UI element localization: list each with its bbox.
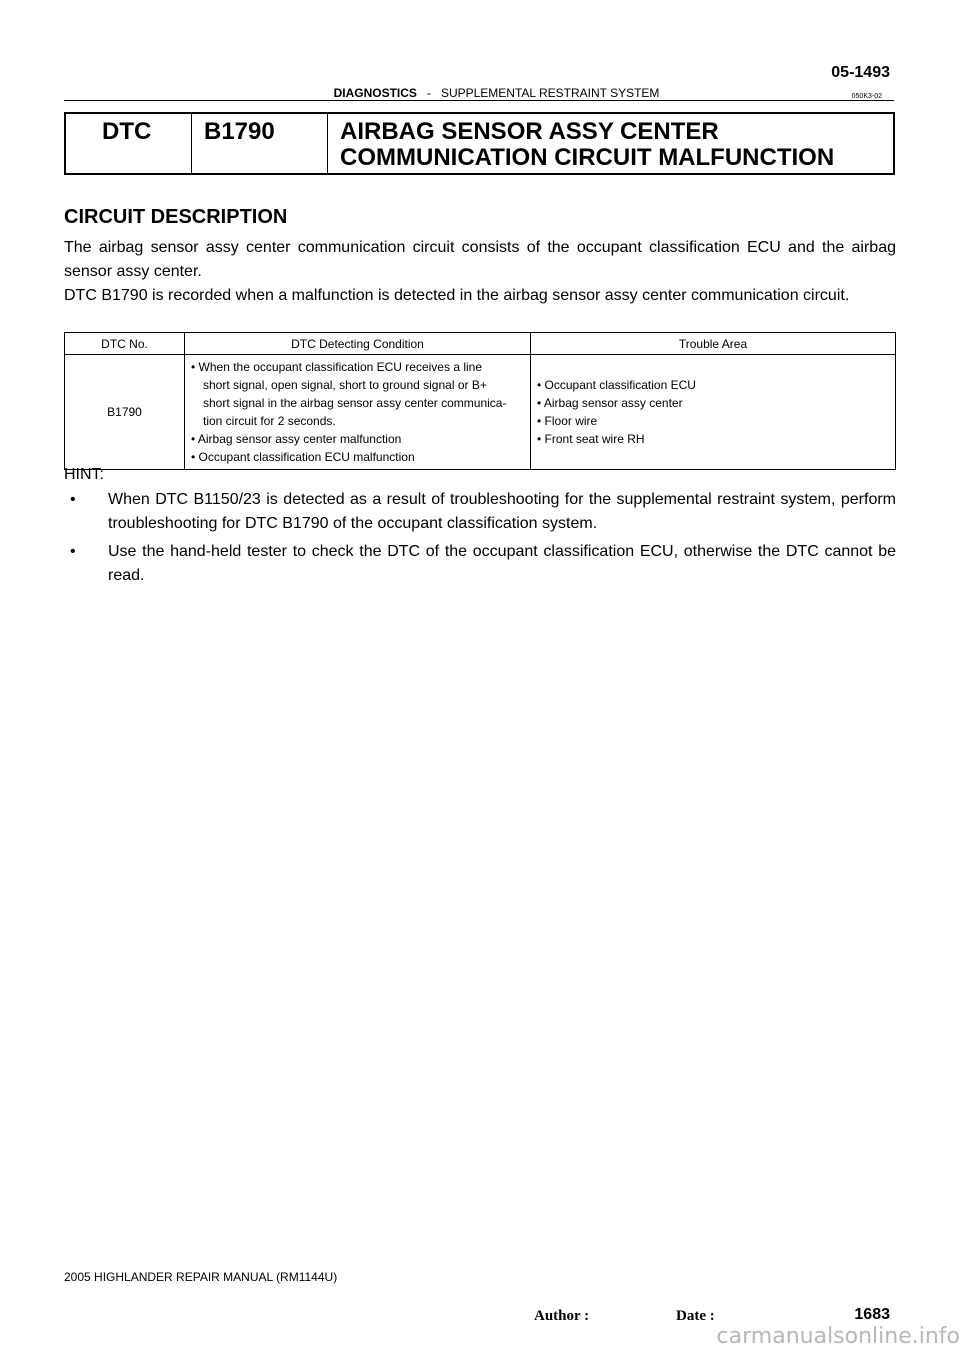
description-paragraph-1: The airbag sensor assy center communication circuit consists of the occupant classification ECU and the airbag sensor assy center. bbox=[64, 239, 896, 280]
hint-item bbox=[64, 488, 896, 536]
condition-line: short signal in the airbag sensor assy center communica- bbox=[203, 396, 507, 410]
cell-detecting-condition bbox=[185, 355, 531, 470]
trouble-area-item: • Floor wire bbox=[537, 414, 598, 428]
footer-manual: 2005 HIGHLANDER REPAIR MANUAL (RM1144U) bbox=[64, 1270, 338, 1284]
table-header-row bbox=[65, 333, 896, 355]
header-rule bbox=[64, 100, 894, 101]
page-number-top: 05-1493 bbox=[831, 64, 890, 81]
watermark: carmanualsonline.info bbox=[716, 1324, 960, 1349]
title-dtc-name bbox=[328, 114, 893, 173]
bullet-icon: • bbox=[70, 543, 76, 560]
hint-list bbox=[64, 488, 896, 592]
header-separator: - bbox=[426, 86, 431, 100]
cell-trouble-area bbox=[531, 355, 896, 470]
description-paragraph-2: DTC B1790 is recorded when a malfunction is detected in the airbag sensor assy center communication circuit. bbox=[64, 287, 850, 304]
condition-line: • Occupant classification ECU malfunction bbox=[191, 450, 415, 464]
condition-line: • Airbag sensor assy center malfunction bbox=[191, 432, 402, 446]
hint-label: HINT: bbox=[64, 466, 104, 483]
header-detecting-condition: DTC Detecting Condition bbox=[185, 333, 531, 355]
condition-line: short signal, open signal, short to ground signal or B+ bbox=[203, 378, 487, 392]
trouble-area-item: • Front seat wire RH bbox=[537, 432, 645, 446]
title-name-line2: COMMUNICATION CIRCUIT MALFUNCTION bbox=[340, 144, 835, 171]
header-section: DIAGNOSTICS bbox=[333, 86, 417, 100]
dtc-table bbox=[64, 332, 896, 470]
cell-dtc-no: B1790 bbox=[65, 355, 185, 470]
title-name-line1: AIRBAG SENSOR ASSY CENTER bbox=[340, 118, 719, 145]
bullet-icon: • bbox=[70, 491, 76, 508]
doc-code: 050K3-02 bbox=[851, 93, 882, 100]
table-row bbox=[65, 355, 896, 470]
header-dtc-no: DTC No. bbox=[65, 333, 185, 355]
trouble-area-item: • Airbag sensor assy center bbox=[537, 396, 683, 410]
title-dtc-label: DTC bbox=[66, 114, 192, 173]
trouble-area-item: • Occupant classification ECU bbox=[537, 378, 696, 392]
condition-line: tion circuit for 2 seconds. bbox=[203, 414, 336, 428]
title-box bbox=[64, 112, 895, 175]
header-trouble-area: Trouble Area bbox=[531, 333, 896, 355]
header-subsection: SUPPLEMENTAL RESTRAINT SYSTEM bbox=[440, 86, 660, 100]
section-heading: CIRCUIT DESCRIPTION bbox=[64, 206, 288, 228]
header-line bbox=[100, 86, 893, 100]
title-dtc-code: B1790 bbox=[192, 114, 328, 173]
hint-item bbox=[64, 540, 896, 588]
hint-item-text: Use the hand-held tester to check the DTC of the occupant classification ECU, otherwise the DTC cannot be read. bbox=[108, 543, 896, 584]
footer-date-label: Date : bbox=[676, 1308, 715, 1324]
hint-item-text: When DTC B1150/23 is detected as a result of troubleshooting for the supplemental restraint system, perform troubleshooting for DTC B1790 of the occupant classification system. bbox=[108, 491, 896, 532]
footer-author-label: Author : bbox=[534, 1308, 590, 1324]
footer-page-number: 1683 bbox=[854, 1306, 890, 1323]
condition-line: • When the occupant classification ECU receives a line bbox=[191, 360, 483, 374]
